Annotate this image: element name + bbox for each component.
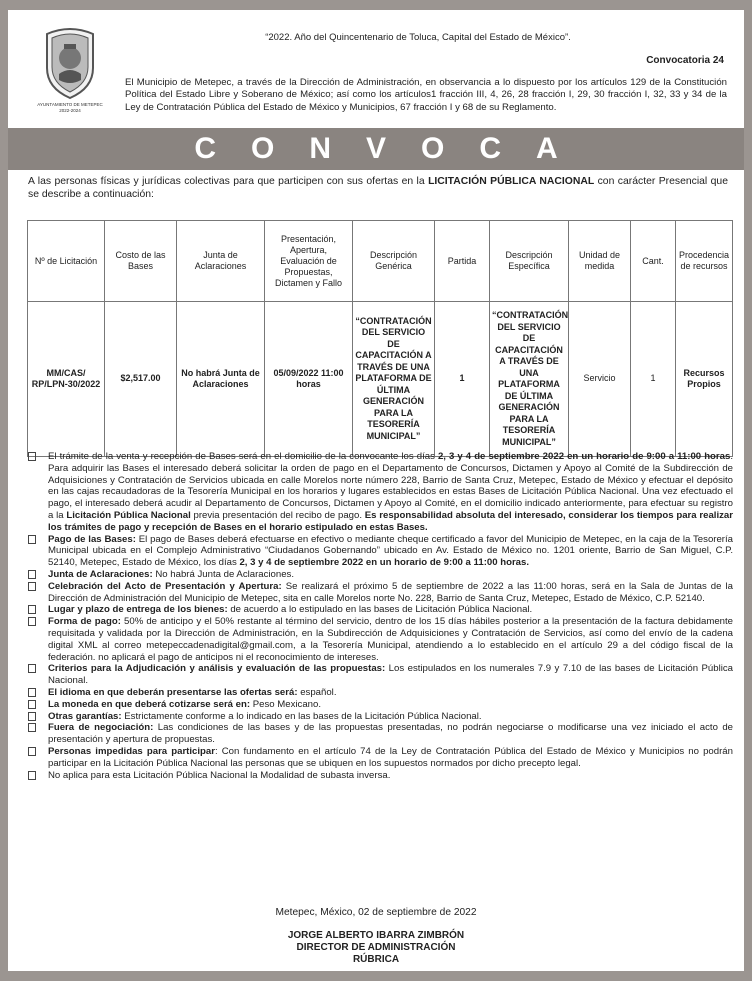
table-cell: “CONTRATACIÓN DEL SERVICIO DE CAPACITACIÓN A TRAVÉS DE UNA PLATAFORMA DE ÚLTIMA GENERACIÓN PARA LA TESORERÍA MUNICIPAL” [353, 302, 435, 457]
header-cell: Partida [435, 221, 490, 302]
convocatoria-number: Convocatoria 24 [646, 55, 724, 66]
checkbox-icon [28, 535, 36, 544]
checkbox-icon [28, 712, 36, 721]
list-item [28, 770, 733, 782]
term-text: de acuerdo a lo estipulado en las bases de Licitación Pública Nacional. [227, 604, 533, 616]
list-item [28, 687, 733, 699]
term-text: Se realizará el próximo 5 de septiembre de 2022 a las 11:00 horas, será en la Sala de Juntas de la Dirección de Administración del Municipio de Metepec, sita en calle Morelos norte No. 228, Barrio de Santa Cruz, Metepec, Estado de México, C.P. 52140. [48, 580, 733, 604]
term-text: 50% de anticipo y el 50% restante al término del servicio, dentro de los 15 días hábiles posterior a la presentación de la factura debidamente requisitada y validada por la Dirección de Administración, en la Subdirección de Adquisiciones y Contratación de Servicios, así como del envío de la cadena digital XML al correo metepeccadenadigital@gmail.com, a la Tesorería Municipal, atendiendo a lo establecido en el artículo 29 a del código fiscal de la federación. no aplicará el pago de anticipos ni el reconocimiento de intereses. [48, 616, 733, 663]
checkbox-icon [28, 582, 36, 591]
list-item [28, 616, 733, 663]
header [8, 10, 744, 126]
term-bold-text: Criterios para la Adjudicación y análisis y evaluación de las propuestas: [48, 663, 386, 675]
list-item [28, 722, 733, 746]
checkbox-icon [28, 747, 36, 756]
signer-name: JORGE ALBERTO IBARRA ZIMBRÓN [287, 930, 465, 941]
municipal-seal [34, 24, 106, 122]
term-text: español. [297, 686, 337, 698]
lead-text-end: con carácter Presencial que se describe a continuación: [28, 176, 728, 200]
signature-block [8, 930, 744, 966]
term-text: Estrictamente conforme a lo indicado en las bases de la Licitación Pública Nacional. [121, 710, 482, 722]
term-bold-text: Forma de pago: [48, 616, 121, 628]
term-bold-text: Licitación Pública Nacional [66, 509, 191, 521]
coat-of-arms-icon [41, 24, 99, 102]
list-item [28, 581, 733, 605]
tender-table [27, 220, 733, 457]
intro-paragraph: El Municipio de Metepec, a través de la Dirección de Administración, en observancia a lo dispuesto por los artículos 129 de la Constitución Política del Estado Libre y Soberano de México; así como los artículos1 fracción III, 4, 26, 28 fracción I, 29, 30 fracción I, 32, 33 y 34 de la Ley de Contratación Pública del Estado de México y Municipios, 67 fracción I y 68 de su Reglamento. [125, 77, 727, 113]
table-header-row [28, 221, 733, 302]
header-cell: Junta de Aclaraciones [177, 221, 265, 302]
list-item [28, 746, 733, 770]
list-item [28, 699, 733, 711]
checkbox-icon [28, 664, 36, 673]
table-row [28, 302, 733, 457]
list-item [28, 569, 733, 581]
header-cell: Procedencia de recursos [676, 221, 733, 302]
term-text: Los estipulados en los numerales 7.9 y 7.10 de las bases de Licitación Pública Nacional. [48, 663, 733, 687]
table-cell: Recursos Propios [676, 302, 733, 457]
lead-paragraph [28, 175, 728, 201]
header-cell: Nº de Licitación [28, 221, 105, 302]
table-cell: 1 [435, 302, 490, 457]
term-bold-text: Personas impedidas para participar [48, 745, 215, 757]
list-item [28, 534, 733, 569]
checkbox-icon [28, 688, 36, 697]
list-item [28, 711, 733, 723]
year-line: “2022. Año del Quincentenario de Toluca, Capital del Estado de México”. [265, 32, 571, 43]
header-cell: Costo de las Bases [105, 221, 177, 302]
terms-list [28, 451, 733, 781]
term-bold-text: Es responsabilidad absoluta del interesado, considerar los tiempos para realizar los trámites de pago y recepción de Bases en el horario estipulado en estas Bases. [48, 509, 733, 533]
convoca-banner: CONVOCA [8, 128, 744, 170]
signature-note: RÚBRICA [352, 954, 400, 965]
term-bold-text: 2, 3 y 4 de septiembre 2022 en un horario de 9:00 a 11:00 horas. [239, 557, 530, 569]
list-item [28, 663, 733, 687]
term-text: No habrá Junta de Aclaraciones. [152, 568, 295, 580]
table-cell: $2,517.00 [105, 302, 177, 457]
place-date: Metepec, México, 02 de septiembre de 2022 [275, 907, 477, 918]
table-cell: MM/CAS/ RP/LPN-30/2022 [28, 302, 105, 457]
term-bold-text: 2, 3 y 4 de septiembre 2022 en un horario de 9:00 a 11:00 horas [437, 451, 731, 462]
checkbox-icon [28, 570, 36, 579]
term-text: previa presentación del recibo de pago. [190, 509, 365, 521]
seal-caption: AYUNTAMIENTO DE METEPEC [37, 102, 103, 107]
table-cell: Servicio [569, 302, 631, 457]
checkbox-icon [28, 617, 36, 626]
checkbox-icon [28, 700, 36, 709]
term-text: : Con fundamento en el artículo 74 de la Ley de Contratación Pública del Estado de México y Municipios no podrán participar en la Licitación Pública Nacional las personas que se ubiquen en los supuestos normados por dicho precepto legal. [48, 745, 733, 769]
term-bold-text: Lugar y plazo de entrega de los bienes: [48, 604, 228, 616]
checkbox-icon [28, 771, 36, 780]
checkbox-icon [28, 723, 36, 732]
table-cell: 1 [631, 302, 676, 457]
header-cell: Cant. [631, 221, 676, 302]
lead-bold: LICITACIÓN PÚBLICA NACIONAL [428, 176, 595, 187]
lead-text: A las personas físicas y jurídicas colectivas para que participen con sus ofertas en la [28, 176, 429, 187]
seal-years: 2022-2024 [59, 108, 81, 113]
table-cell: No habrá Junta de Aclaraciones [177, 302, 265, 457]
term-bold-text: Celebración del Acto de Presentación y Apertura: [48, 580, 282, 592]
header-cell: Unidad de medida [569, 221, 631, 302]
term-bold-text: Pago de las Bases: [48, 533, 136, 545]
term-text: El trámite de la venta y recepción de Bases será en el domicilio de la convocante los días [48, 451, 438, 462]
checkbox-icon [28, 452, 36, 461]
signer-title: DIRECTOR DE ADMINISTRACIÓN [296, 942, 456, 953]
list-item [28, 451, 733, 534]
notice-page [8, 10, 744, 971]
header-cell: Presentación, Apertura, Evaluación de Propuestas, Dictamen y Fallo [265, 221, 353, 302]
term-bold-text: Junta de Aclaraciones: [48, 568, 153, 580]
header-cell: Descripción Específica [490, 221, 569, 302]
term-bold-text: La moneda en que deberá cotizarse será en: [48, 698, 251, 710]
checkbox-icon [28, 605, 36, 614]
table-cell: 05/09/2022 11:00 horas [265, 302, 353, 457]
term-text: . Para adquirir las Bases el interesado deberá solicitar la orden de pago en el Departamento de Concursos, Dictamen y Apoyo al Comité de la Subdirección de Adquisiciones y Contratación de Servicios ubicada en calle Morelos norte número 228, Barrio de Santa Cruz, Metepec, Estado de México y efectuar el depósito en las cajas recaudadoras de la Tesorería Municipal en los horarios y lugares establecidos en estas Bases de Licitación Pública Nacional. Una vez efectuado el pago, el interesado deberá acudir al Departamento de Concursos, Dictamen y Apoyo al Comité, en el domicilio indicado anteriormente, para efectuar su registro a la [48, 451, 733, 521]
term-bold-text: El idioma en que deberán presentarse las ofertas será: [48, 686, 298, 698]
header-cell: Descripción Genérica [353, 221, 435, 302]
list-item [28, 604, 733, 616]
term-bold-text: Fuera de negociación: [48, 722, 154, 734]
term-text: No aplica para esta Licitación Pública Nacional la Modalidad de subasta inversa. [48, 769, 391, 781]
term-text: Las condiciones de las bases y de las propuestas presentadas, no podrán negociarse o modificarse una vez iniciado el acto de presentación y apertura de propuestas. [48, 722, 733, 746]
term-bold-text: Otras garantías: [48, 710, 122, 722]
table-cell: “CONTRATACIÓN DEL SERVICIO DE CAPACITACIÓN A TRAVÉS DE UNA PLATAFORMA DE ÚLTIMA GENERACIÓN PARA LA TESORERÍA MUNICIPAL” [490, 302, 569, 457]
term-text: Peso Mexicano. [250, 698, 322, 710]
term-text: El pago de Bases deberá efectuarse en efectivo o mediante cheque certificado a favor del Municipio de Metepec, en la caja de la Tesorería Municipal ubicada en el Complejo Administrativo “Ciudadanos Gobernando” ubicado en Av. Estado de México no. 1201 oriente, Barrio de San Miguel, C.P. 52140, Metepec, Estado de México, los días [48, 533, 734, 569]
